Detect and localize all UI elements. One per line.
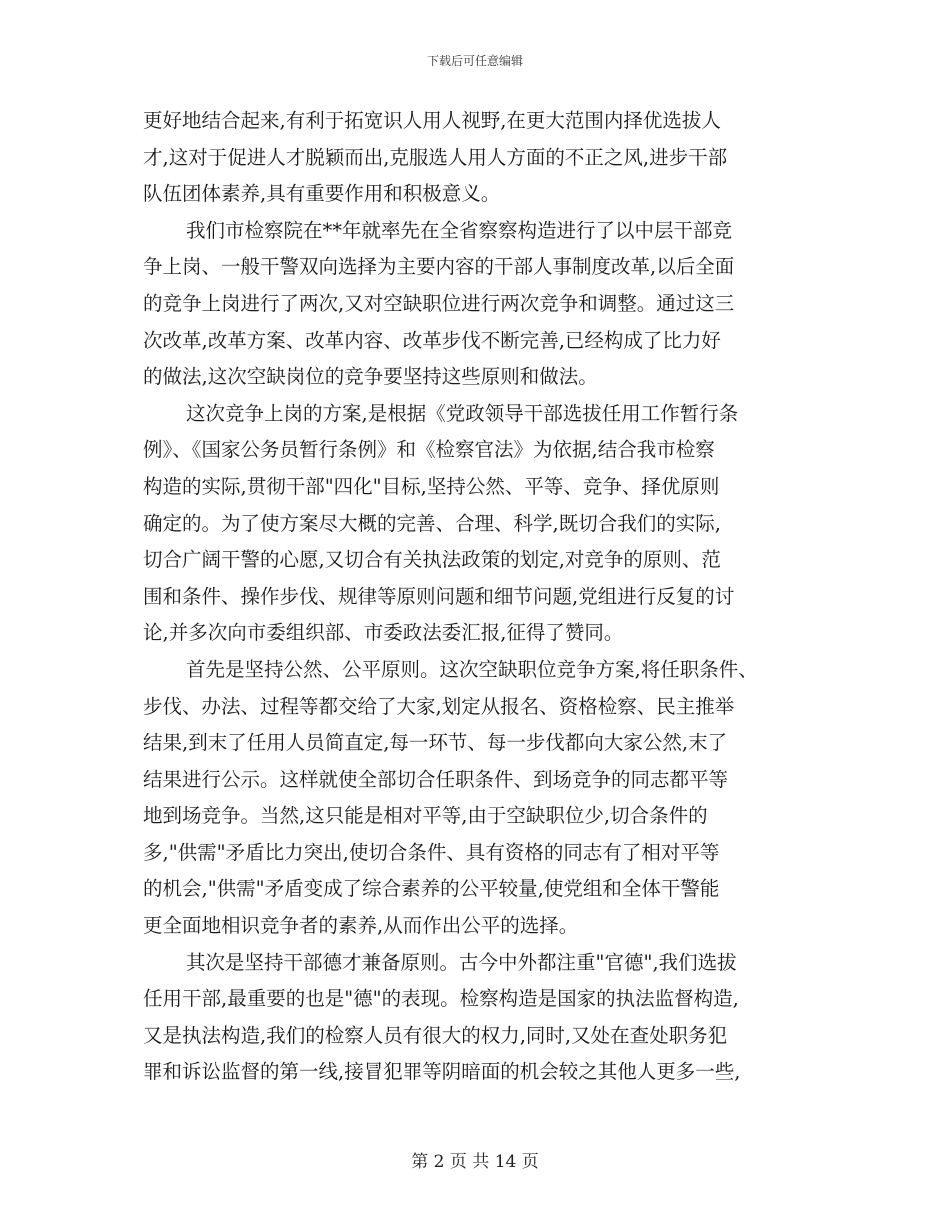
paragraph-first-line: 我们市检察院在**年就率先在全省察察构造进行了以中层干部竞: [186, 218, 733, 242]
text-line: 确定的。为了使方案尽大概的完善、合理、科学,既切合我们的实际,: [143, 511, 721, 535]
text-line: 罪和诉讼监督的第一线,接冒犯罪等阴暗面的机会较之其他人更多一些,: [143, 1060, 741, 1084]
page-header: [0, 53, 950, 69]
text-line: 队伍团体素养,具有重要作用和积极意义。: [143, 182, 501, 206]
paragraph-first-line: 其次是坚持干部德才兼备原则。古今中外都注重"官德",我们选拔: [186, 950, 737, 974]
footer-prefix: 第: [411, 1152, 429, 1172]
text-line: 才,这对于促进人才脱颖而出,克服选人用人方面的不正之风,进步干部: [143, 145, 728, 169]
text-line: 切合广阔干警的心愿,又切合有关执法政策的划定,对竞争的原则、范: [143, 548, 721, 572]
text-line: 又是执法构造,我们的检察人员有很大的权力,同时,又处在查处职务犯: [143, 1023, 728, 1047]
text-line: 论,并多次向市委组织部、市委政法委汇报,征得了赞同。: [143, 621, 624, 645]
page-footer: [0, 1150, 950, 1174]
text-line: 围和条件、操作步伐、规律等原则问题和细节问题,党组进行反复的讨: [143, 584, 735, 608]
text-line: 多,"供需"矛盾比力突出,使切合条件、具有资格的同志有了相对平等: [143, 840, 720, 864]
text-line: 争上岗、一般干警双向选择为主要内容的干部人事制度改革,以后全面: [143, 255, 735, 279]
text-line: 结果,到末了任用人员简直定,每一环节、每一步伐都向大家公然,末了: [143, 731, 728, 755]
text-line: 结果进行公示。这样就使全部切合任职条件、到场竞争的同志都平等: [143, 767, 729, 791]
text-line: 的做法,这次空缺岗位的竞争要坚持这些原则和做法。: [143, 365, 598, 389]
text-line: 构造的实际,贯彻干部"四化"目标,坚持公然、平等、竞争、择优原则: [143, 474, 720, 498]
current-page-number: 2: [433, 1152, 445, 1172]
text-line: 任用干部,最重要的也是"德"的表现。检察构造是国家的执法监督构造,: [143, 987, 739, 1011]
text-line: 更全面地相识竞争者的素养,从而作出公平的选择。: [143, 914, 579, 938]
footer-suffix: 页: [521, 1152, 539, 1172]
footer-middle: 页 共: [449, 1152, 490, 1172]
header-text: 下载后可任意编辑: [426, 54, 523, 68]
text-line: 的机会,"供需"矛盾变成了综合素养的公平较量,使党组和全体干警能: [143, 877, 720, 901]
text-line: 地到场竞争。当然,这只能是相对平等,由于空缺职位少,切合条件的: [143, 804, 708, 828]
paragraph-first-line: 这次竞争上岗的方案,是根据《党政领导干部选拔任用工作暂行条: [186, 401, 739, 425]
document-body: [143, 103, 815, 1091]
text-line: 例》、《国家公务员暂行条例》和《检察官法》为依据,结合我市检察: [143, 438, 715, 462]
text-line: 步伐、办法、过程等都交给了大家,划定从报名、资格检察、民主推举: [143, 694, 735, 718]
paragraph-first-line: 首先是坚持公然、公平原则。这次空缺职位竞争方案,将任职条件、: [186, 657, 758, 681]
total-page-count: 14: [494, 1152, 517, 1172]
text-line: 更好地结合起来,有利于拓宽识人用人视野,在更大范围内择优选拔人: [143, 109, 721, 132]
text-line: 的竞争上岗进行了两次,又对空缺职位进行两次竞争和调整。通过这三: [143, 291, 735, 315]
text-line: 次改革,改革方案、改革内容、改革步伐不断完善,已经构成了比力好: [143, 328, 721, 352]
